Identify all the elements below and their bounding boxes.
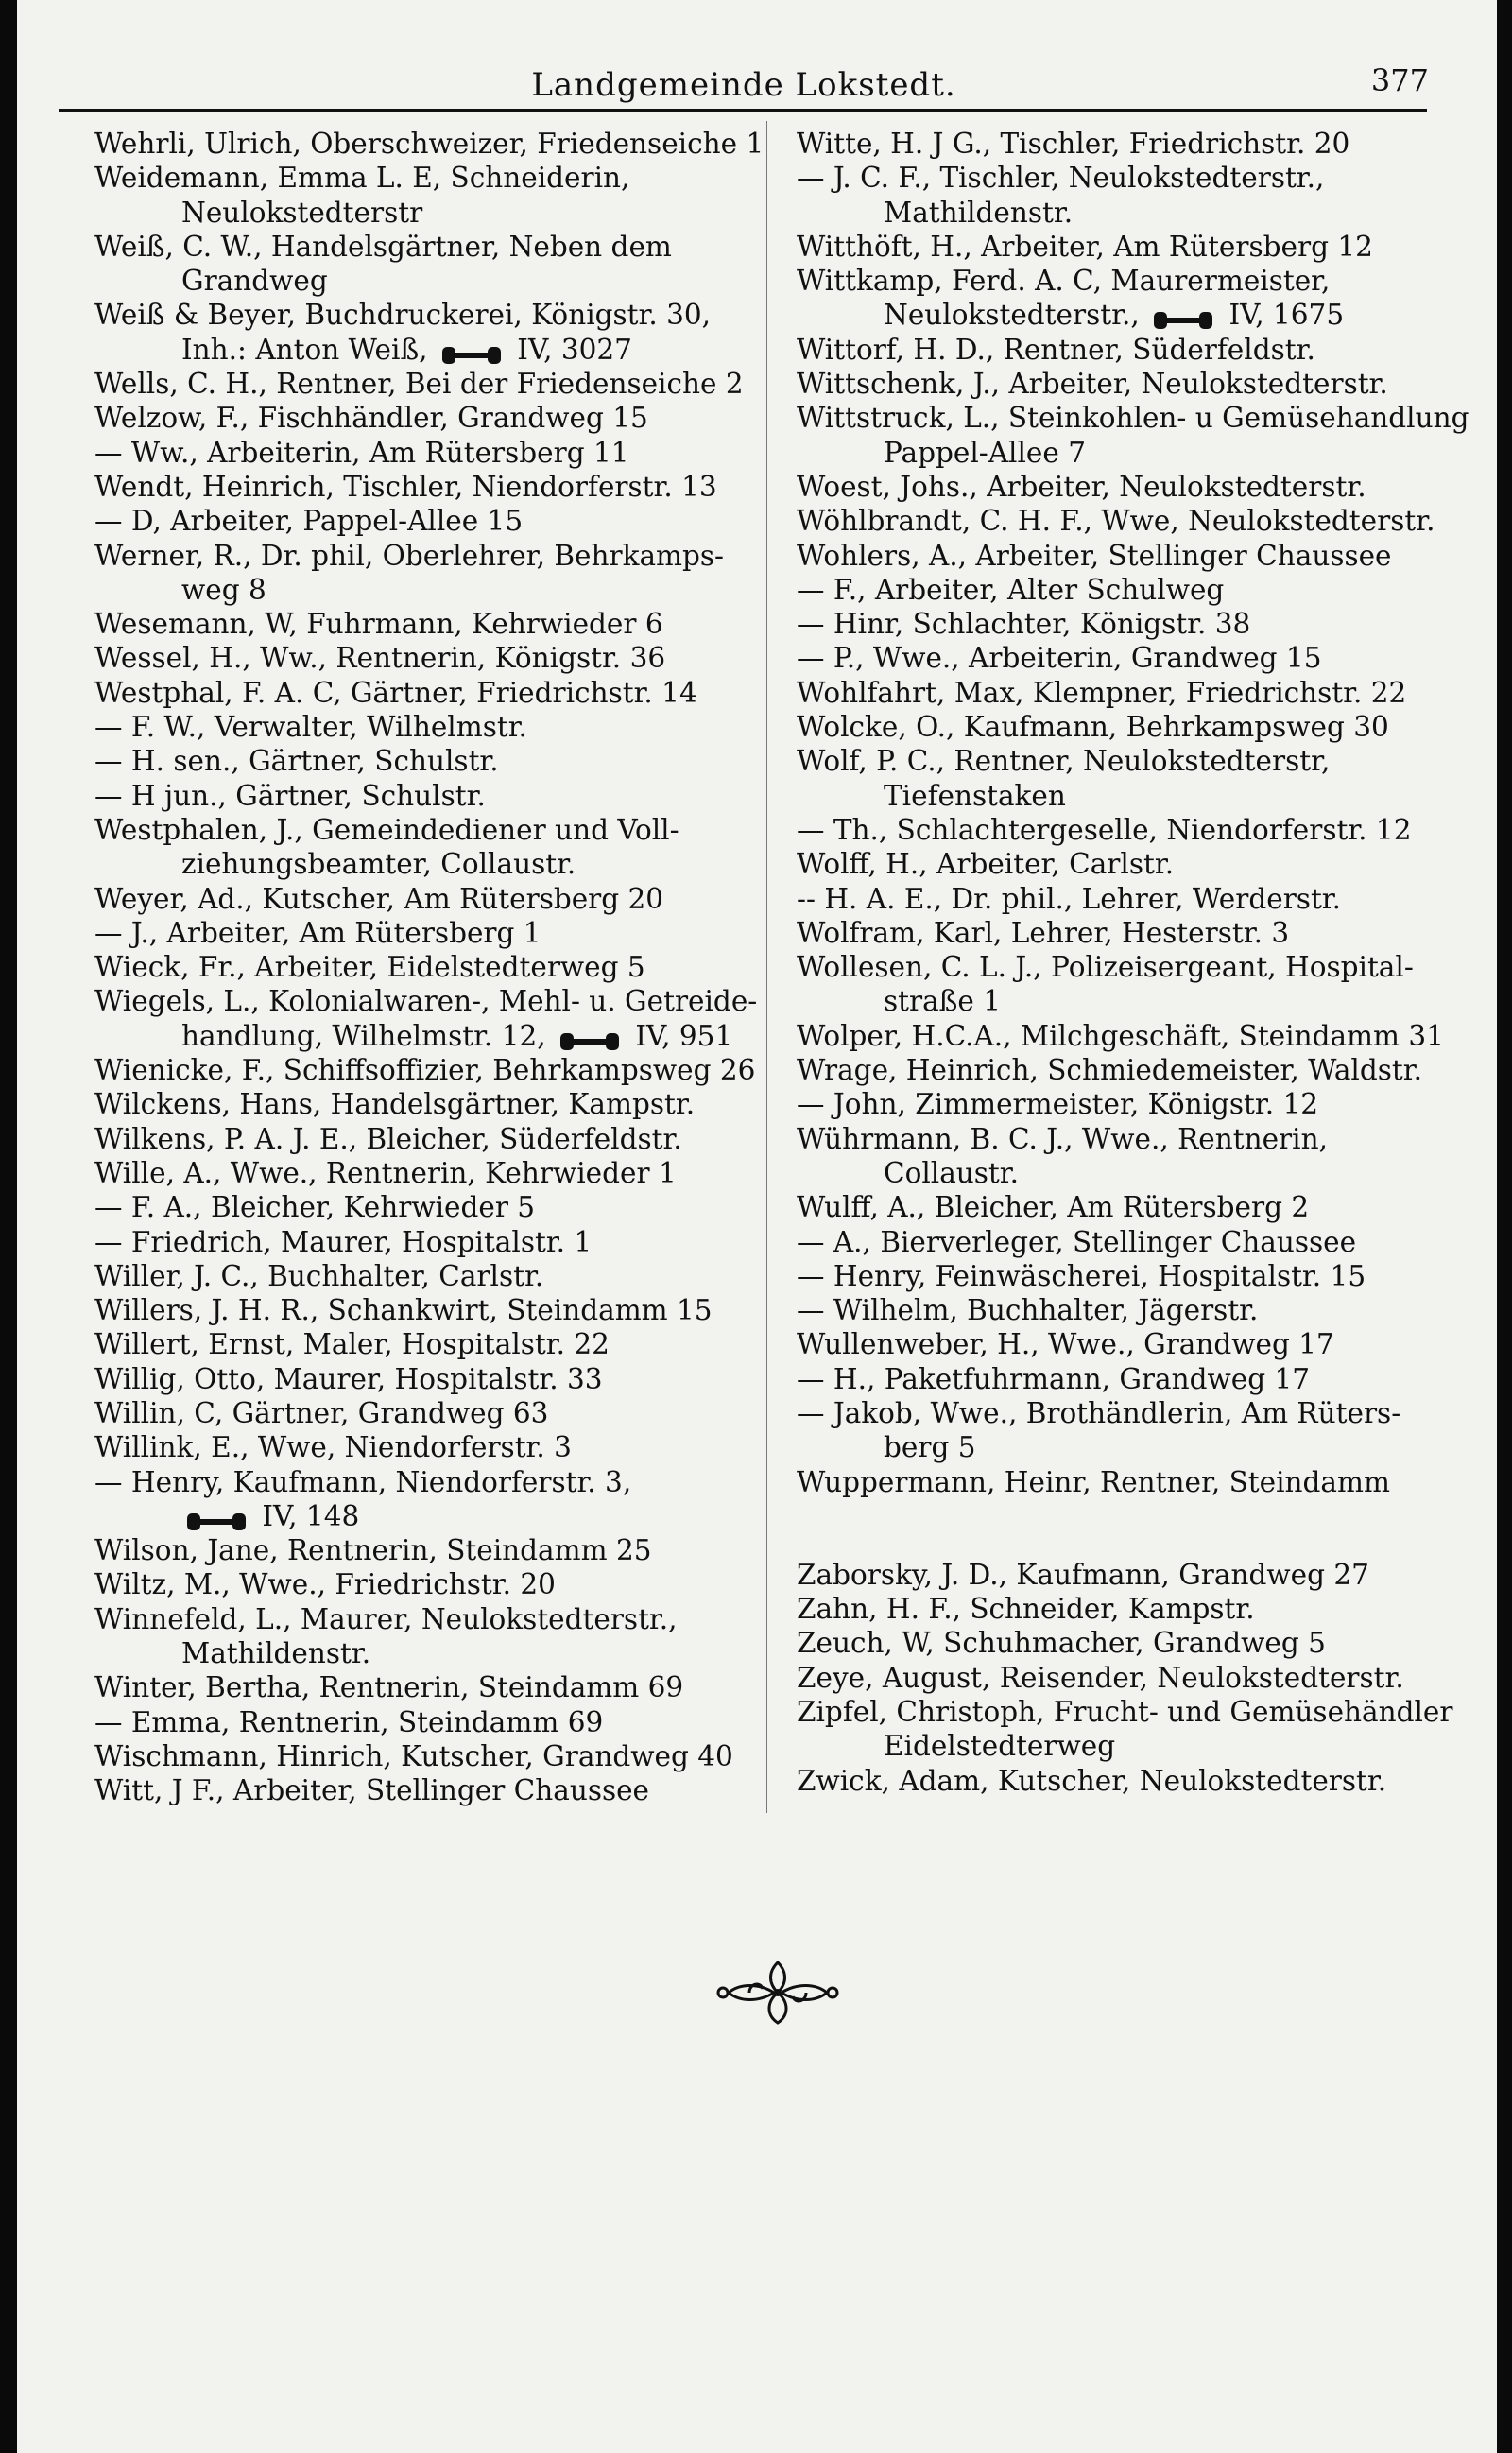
- directory-entry: [797, 470, 1469, 504]
- directory-entry: [797, 607, 1469, 641]
- directory-entry: [797, 573, 1469, 607]
- directory-entry: [797, 1764, 1469, 1798]
- entry-line: — J., Arbeiter, Am Rütersberg 1: [94, 916, 541, 949]
- directory-entry: [94, 539, 756, 608]
- entry-line: — F. A., Bleicher, Kehrwieder 5: [94, 1191, 536, 1224]
- entry-line: — A., Bierverleger, Stellinger Chaussee: [797, 1225, 1357, 1258]
- directory-entry: [797, 230, 1469, 264]
- directory-entry: [94, 607, 756, 641]
- directory-entry: [797, 1293, 1469, 1327]
- telephone-receiver-icon: [185, 1507, 248, 1529]
- entry-line: — Henry, Kaufmann, Niendorferstr. 3,: [94, 1465, 632, 1498]
- entry-line: Westphal, F. A. C, Gärtner, Friedrichstr. 14: [94, 676, 697, 709]
- entry-line: Wehrli, Ulrich, Oberschweizer, Friedenseiche 1: [94, 128, 765, 160]
- directory-entry: [94, 1396, 756, 1430]
- directory-entry: [797, 333, 1469, 367]
- directory-entry: [797, 676, 1469, 710]
- directory-entry: [797, 1465, 1469, 1499]
- entry-line: Willers, J. H. R., Schankwirt, Steindamm 15: [94, 1294, 713, 1327]
- entry-line: — P., Wwe., Arbeiterin, Grandweg 15: [797, 642, 1322, 675]
- entry-line: — H. sen., Gärtner, Schulstr.: [94, 745, 499, 778]
- entry-line: — Henry, Feinwäscherei, Hospitalstr. 15: [797, 1259, 1366, 1292]
- directory-entry: [797, 641, 1469, 675]
- directory-entry: [94, 127, 765, 161]
- entry-continuation-line: Pappel-Allee 7: [884, 436, 1086, 469]
- page-number: 377: [1370, 62, 1429, 98]
- entry-line: — Friedrich, Maurer, Hospitalstr. 1: [94, 1225, 593, 1258]
- directory-entry: [797, 161, 1469, 230]
- entry-continuation-line: Neulokstedterstr., IV, 1675: [884, 299, 1345, 332]
- entry-line: Wührmann, B. C. J., Wwe., Rentnerin,: [797, 1122, 1328, 1155]
- directory-entry: [797, 710, 1469, 744]
- directory-entry: [94, 813, 756, 882]
- entry-line: Zahn, H. F., Schneider, Kampstr.: [797, 1593, 1255, 1626]
- directory-entry: [94, 1053, 756, 1087]
- entry-line: Willink, E., Wwe, Niendorferstr. 3: [94, 1431, 572, 1464]
- directory-entry: [797, 1190, 1469, 1224]
- directory-entry: [94, 950, 756, 984]
- directory-entry: [94, 641, 756, 675]
- entry-line: Zeye, August, Reisender, Neulokstedterstr.: [797, 1661, 1404, 1694]
- directory-entry: [797, 916, 1469, 950]
- entry-continuation-line: Neulokstedterstr: [181, 196, 423, 229]
- entry-line: Witte, H. J G., Tischler, Friedrichstr. 20: [797, 128, 1350, 160]
- directory-entry: [797, 539, 1469, 573]
- entry-line: Wolf, P. C., Rentner, Neulokstedterstr,: [797, 745, 1331, 778]
- entry-line: Zwick, Adam, Kutscher, Neulokstedterstr.: [797, 1764, 1387, 1797]
- entry-line: Wischmann, Hinrich, Kutscher, Grandweg 40: [94, 1739, 733, 1772]
- directory-entry: [797, 744, 1469, 813]
- entry-line: -- H. A. E., Dr. phil., Lehrer, Werderstr.: [797, 882, 1342, 915]
- directory-entry: [797, 1327, 1469, 1361]
- directory-entry: [797, 847, 1469, 881]
- directory-entry: [94, 1156, 756, 1190]
- directory-entry: [94, 916, 756, 950]
- entry-line: Winter, Bertha, Rentnerin, Steindamm 69: [94, 1671, 684, 1704]
- entry-line: Witt, J F., Arbeiter, Stellinger Chaussee: [94, 1774, 650, 1807]
- entry-line: Weiß & Beyer, Buchdruckerei, Königstr. 30,: [94, 299, 712, 332]
- entry-line: Weidemann, Emma L. E, Schneiderin,: [94, 162, 630, 195]
- entry-line: — Wilhelm, Buchhalter, Jägerstr.: [797, 1294, 1259, 1327]
- directory-entry: [94, 1293, 756, 1327]
- entry-continuation-line: berg 5: [884, 1431, 976, 1464]
- directory-entry: [797, 264, 1469, 333]
- directory-entry: [94, 1465, 756, 1534]
- entry-line: Willert, Ernst, Maler, Hospitalstr. 22: [94, 1328, 610, 1361]
- entry-line: Wittstruck, L., Steinkohlen- u Gemüsehandlung: [797, 402, 1469, 435]
- directory-entry: [797, 1396, 1469, 1465]
- entry-line: Wöhlbrandt, C. H. F., Wwe, Neulokstedterstr.: [797, 505, 1435, 538]
- entry-line: Winnefeld, L., Maurer, Neulokstedterstr.,: [94, 1602, 678, 1635]
- telephone-receiver-icon: [558, 1027, 621, 1049]
- entry-line: Wilckens, Hans, Handelsgärtner, Kampstr.: [94, 1088, 696, 1121]
- entry-line: — F. W., Verwalter, Wilhelmstr.: [94, 711, 527, 744]
- directory-entry: [797, 1225, 1469, 1259]
- entry-line: Wittkamp, Ferd. A. C, Maurermeister,: [797, 265, 1331, 298]
- directory-entry: [94, 1362, 756, 1396]
- directory-entry: [797, 1592, 1469, 1626]
- entry-continuation-line: Collaustr.: [884, 1156, 1020, 1189]
- entry-line: Willin, C, Gärtner, Grandweg 63: [94, 1396, 549, 1429]
- entry-line: Wille, A., Wwe., Rentnerin, Kehrwieder 1: [94, 1156, 677, 1189]
- entry-line: Wuppermann, Heinr, Rentner, Steindamm: [797, 1465, 1390, 1498]
- header-rule: [59, 109, 1427, 112]
- entry-line: — Th., Schlachtergeselle, Niendorferstr. 12: [797, 813, 1412, 846]
- entry-line: — H jun., Gärtner, Schulstr.: [94, 779, 486, 812]
- directory-entry: [94, 1773, 756, 1807]
- directory-entry: [94, 504, 756, 538]
- entry-line: Wiegels, L., Kolonialwaren-, Mehl- u. Getreide-: [94, 985, 758, 1018]
- entry-line: — Hinr, Schlachter, Königstr. 38: [797, 608, 1251, 641]
- directory-entry: [94, 1259, 756, 1293]
- directory-entry: [797, 504, 1469, 538]
- entry-line: Wilson, Jane, Rentnerin, Steindamm 25: [94, 1534, 652, 1567]
- entry-continuation-line: Eidelstedterweg: [884, 1730, 1116, 1763]
- entry-line: Wohlfahrt, Max, Klempner, Friedrichstr. 22: [797, 676, 1407, 709]
- entry-line: Willig, Otto, Maurer, Hospitalstr. 33: [94, 1362, 603, 1395]
- entry-line: Westphalen, J., Gemeindediener und Voll-: [94, 813, 679, 846]
- entry-line: Welzow, F., Fischhändler, Grandweg 15: [94, 402, 648, 435]
- directory-entry: [94, 298, 756, 367]
- entry-line: Wolper, H.C.A., Milchgeschäft, Steindamm 31: [797, 1019, 1444, 1052]
- directory-entry: [797, 1019, 1469, 1053]
- entry-line: Wendt, Heinrich, Tischler, Niendorferstr. 13: [94, 470, 717, 503]
- telephone-receiver-icon: [1152, 305, 1214, 328]
- right-column: [797, 127, 1469, 1798]
- entry-continuation-line: Tiefenstaken: [884, 779, 1066, 812]
- page-title: Landgemeinde Lokstedt.: [531, 66, 956, 104]
- entry-line: Wittschenk, J., Arbeiter, Neulokstedterstr.: [797, 368, 1388, 401]
- directory-entry: [797, 813, 1469, 847]
- directory-page: [17, 0, 1497, 2453]
- entry-continuation-line: ziehungsbeamter, Collaustr.: [181, 848, 576, 881]
- entry-line: Wesemann, W, Fuhrmann, Kehrwieder 6: [94, 608, 663, 641]
- entry-line: Zipfel, Christoph, Frucht- und Gemüsehändler: [797, 1696, 1453, 1729]
- directory-entry: [94, 984, 756, 1053]
- entry-line: Wolff, H., Arbeiter, Carlstr.: [797, 848, 1175, 881]
- directory-entry: [797, 1259, 1469, 1293]
- entry-line: — Ww., Arbeiterin, Am Rütersberg 11: [94, 436, 629, 469]
- entry-line: Wolcke, O., Kaufmann, Behrkampsweg 30: [797, 711, 1389, 744]
- directory-entry: [94, 401, 756, 435]
- directory-entry: [797, 401, 1469, 470]
- directory-entry: [94, 161, 756, 230]
- directory-entry: [797, 1053, 1469, 1087]
- entry-line: — Emma, Rentnerin, Steindamm 69: [94, 1705, 604, 1738]
- directory-entry: [94, 470, 756, 504]
- entry-line: — Jakob, Wwe., Brothändlerin, Am Rüters-: [797, 1396, 1401, 1429]
- entry-line: Zaborsky, J. D., Kaufmann, Grandweg 27: [797, 1558, 1369, 1591]
- telephone-receiver-icon: [440, 340, 503, 363]
- section-gap: [797, 1499, 1469, 1558]
- directory-entry: [797, 127, 1469, 161]
- entry-line: Wittorf, H. D., Rentner, Süderfeldstr.: [797, 333, 1315, 366]
- entry-continuation-line: weg 8: [181, 573, 266, 606]
- entry-line: Wullenweber, H., Wwe., Grandweg 17: [797, 1328, 1334, 1361]
- entry-line: Wolfram, Karl, Lehrer, Hesterstr. 3: [797, 916, 1290, 949]
- entry-continuation-line: Grandweg: [181, 265, 328, 298]
- directory-entry: [94, 230, 756, 299]
- entry-continuation-line: handlung, Wilhelmstr. 12, IV, 951: [181, 1019, 733, 1052]
- directory-entry: [94, 1327, 756, 1361]
- entry-continuation-line: Inh.: Anton Weiß, IV, 3027: [181, 333, 632, 366]
- directory-entry: [94, 710, 756, 744]
- directory-entry: [94, 1190, 756, 1224]
- directory-entry: [94, 1122, 756, 1156]
- directory-entry: [94, 1533, 756, 1567]
- directory-entry: [94, 1567, 756, 1601]
- entry-line: Wilkens, P. A. J. E., Bleicher, Süderfeldstr.: [94, 1122, 682, 1155]
- column-divider: [766, 121, 767, 1813]
- directory-entry: [94, 744, 756, 778]
- left-column: [94, 127, 765, 1808]
- entry-continuation-line: Mathildenstr.: [181, 1637, 371, 1670]
- directory-entry: [797, 367, 1469, 401]
- entry-line: — H., Paketfuhrmann, Grandweg 17: [797, 1362, 1311, 1395]
- directory-entry: [94, 882, 756, 916]
- directory-entry: [797, 1362, 1469, 1396]
- entry-line: Wienicke, F., Schiffsoffizier, Behrkampsweg 26: [94, 1054, 756, 1087]
- entry-line: Weyer, Ad., Kutscher, Am Rütersberg 20: [94, 882, 664, 915]
- directory-entry: [94, 1225, 756, 1259]
- entry-line: Wessel, H., Ww., Rentnerin, Königstr. 36: [94, 642, 666, 675]
- directory-entry: [94, 436, 756, 470]
- page-header: [59, 55, 1429, 112]
- entry-line: Woest, Johs., Arbeiter, Neulokstedterstr.: [797, 470, 1366, 503]
- directory-entry: [797, 950, 1469, 1019]
- directory-entry: [94, 1602, 756, 1671]
- entry-line: Witthöft, H., Arbeiter, Am Rütersberg 12: [797, 230, 1373, 263]
- directory-entry: [797, 1558, 1469, 1592]
- entry-line: — D, Arbeiter, Pappel-Allee 15: [94, 505, 524, 538]
- entry-continuation-line: straße 1: [884, 985, 1001, 1018]
- entry-line: Wieck, Fr., Arbeiter, Eidelstedterweg 5: [94, 951, 645, 984]
- entry-continuation-line: IV, 148: [94, 1499, 756, 1533]
- entry-line: Wollesen, C. L. J., Polizeisergeant, Hospital-: [797, 951, 1414, 984]
- entry-line: Wiltz, M., Wwe., Friedrichstr. 20: [94, 1568, 556, 1601]
- directory-entry: [94, 1670, 756, 1704]
- entry-line: — John, Zimmermeister, Königstr. 12: [797, 1088, 1319, 1121]
- entry-line: Wells, C. H., Rentner, Bei der Friedenseiche 2: [94, 368, 744, 401]
- entry-line: Willer, J. C., Buchhalter, Carlstr.: [94, 1259, 544, 1292]
- directory-entry: [94, 1705, 756, 1739]
- decorative-fleuron-icon: [712, 1955, 844, 2030]
- entry-line: — J. C. F., Tischler, Neulokstedterstr.,: [797, 162, 1325, 195]
- directory-entry: [797, 1695, 1469, 1764]
- directory-entry: [797, 1122, 1469, 1191]
- directory-entry: [797, 1661, 1469, 1695]
- entry-line: Wrage, Heinrich, Schmiedemeister, Waldstr.: [797, 1054, 1422, 1087]
- entry-continuation-line: Mathildenstr.: [884, 196, 1074, 229]
- directory-entry: [94, 367, 756, 401]
- entry-line: Weiß, C. W., Handelsgärtner, Neben dem: [94, 230, 672, 263]
- directory-entry: [94, 1739, 756, 1773]
- directory-entry: [94, 676, 756, 710]
- directory-entry: [94, 1087, 756, 1121]
- entry-line: — F., Arbeiter, Alter Schulweg: [797, 573, 1225, 606]
- directory-entry: [797, 1626, 1469, 1660]
- entry-line: Werner, R., Dr. phil, Oberlehrer, Behrkamps-: [94, 539, 725, 572]
- entry-line: Wohlers, A., Arbeiter, Stellinger Chaussee: [797, 539, 1392, 572]
- entry-line: Zeuch, W, Schuhmacher, Grandweg 5: [797, 1627, 1326, 1660]
- directory-entry: [94, 779, 756, 813]
- directory-entry: [94, 1430, 756, 1464]
- entry-line: Wulff, A., Bleicher, Am Rütersberg 2: [797, 1191, 1310, 1224]
- directory-entry: [797, 1087, 1469, 1121]
- directory-entry: [797, 882, 1469, 916]
